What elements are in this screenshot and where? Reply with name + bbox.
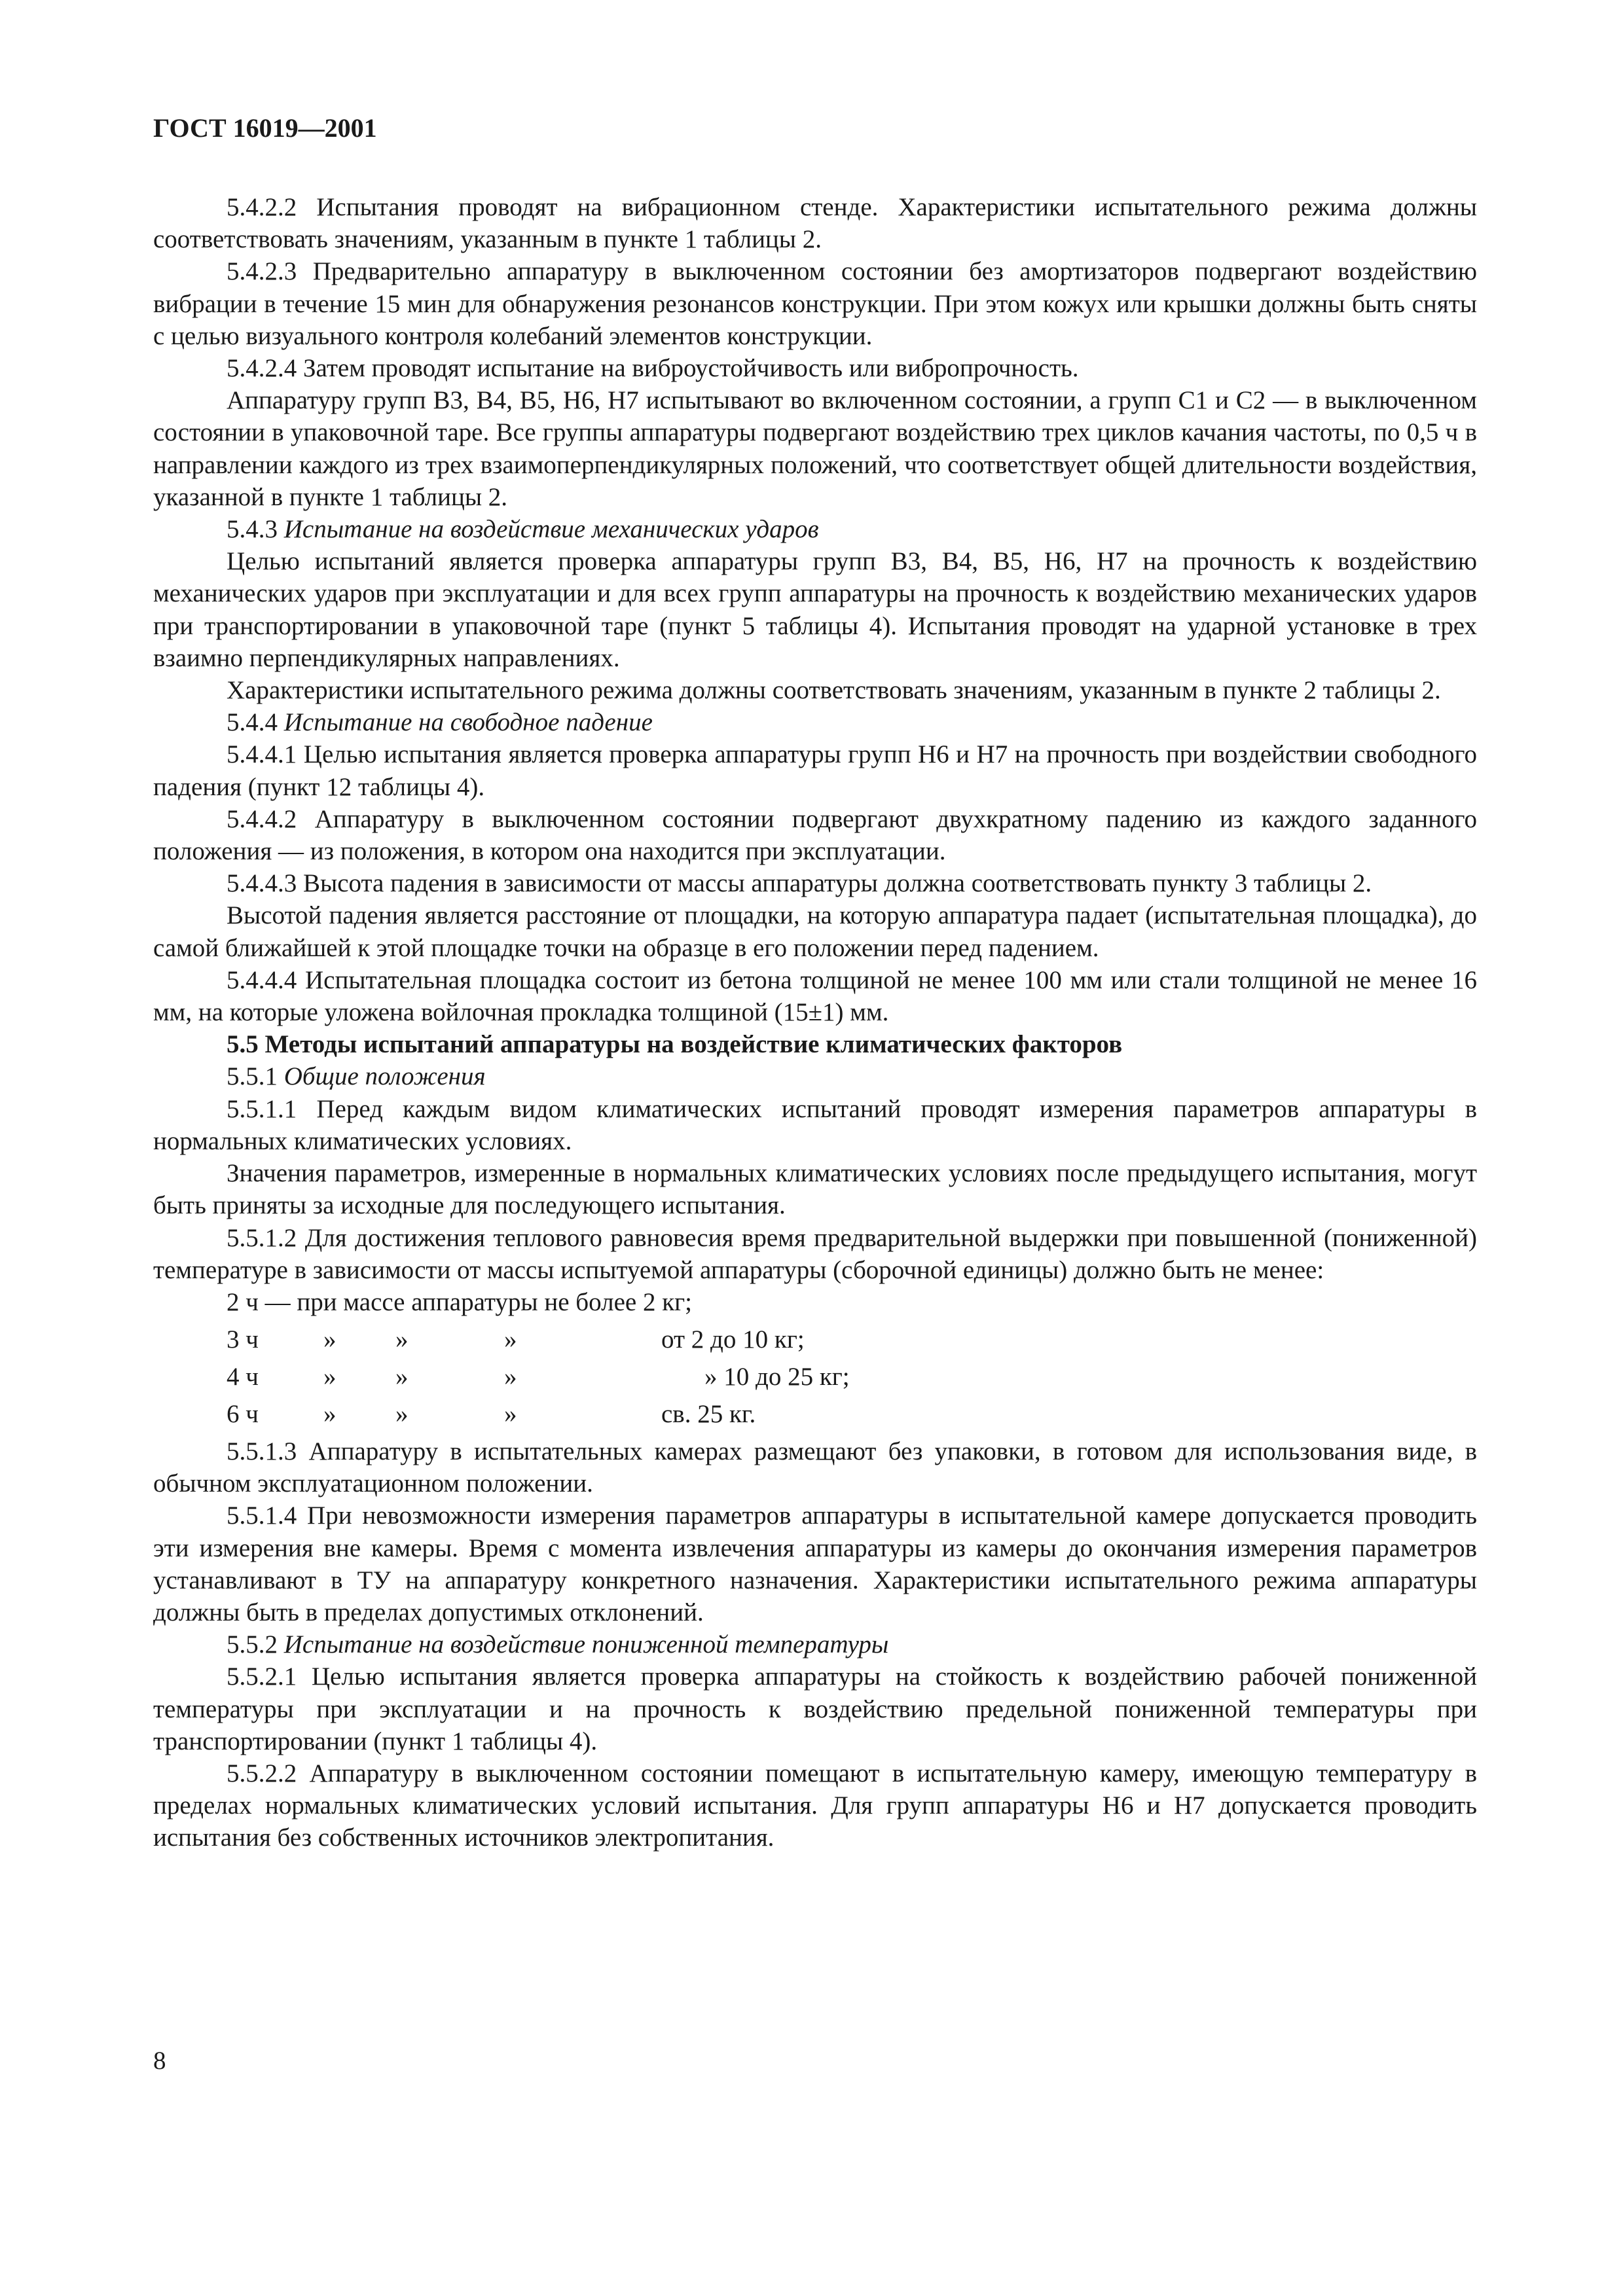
ditto-mark: »	[395, 1362, 409, 1391]
paragraph-5-5-1-4	[153, 1499, 1477, 1628]
paragraph-text: Аппаратуру в выключенном состоянии подвергают двухкратному падению из каждого заданного положения — из положения, в котором она находится при эксплуатации.	[153, 804, 1477, 866]
list-item	[153, 1361, 1477, 1398]
paragraph-text: Перед каждым видом климатических испытаний проводят измерения параметров аппаратуры в нормальных климатических условиях.	[153, 1094, 1478, 1155]
list-item	[153, 1286, 1477, 1323]
paragraph-5-4-2-3	[153, 255, 1477, 352]
ditto-mark: »	[323, 1325, 337, 1354]
paragraph-5-4-4-4	[153, 964, 1477, 1028]
ditto-mark: »	[504, 1362, 517, 1391]
paragraph-5-5-2-1	[153, 1660, 1477, 1757]
paragraph-text: Целью испытания является проверка аппаратуры на стойкость к воздействию рабочей пониженной температуры при эксплуатации и на прочность к воздействию предельной пониженной температуры при транспортировании (пункт 1 таблицы 4).	[153, 1662, 1477, 1755]
paragraph-shock-mode	[153, 674, 1477, 706]
clause-number: 5.4.2.4	[227, 354, 297, 383]
clause-number: 5.4.4.4	[227, 965, 297, 994]
clause-number: 5.5.1.2	[227, 1223, 297, 1252]
paragraph-text: Для достижения теплового равновесия время предварительной выдержки при повышенной (пониженной) температуре в зависимости от массы испытуемой аппаратуры (сборочной единицы) должно быть не менее:	[153, 1223, 1478, 1284]
clause-number: 5.5.1.3	[227, 1437, 297, 1465]
clause-number: 5.5.2.2	[227, 1759, 297, 1787]
paragraph-5-5-1-3	[153, 1435, 1477, 1499]
clause-5-4-3-title	[153, 513, 1477, 545]
clause-number: 5.4.4.1	[227, 740, 297, 769]
list-range: св. 25 кг.	[661, 1399, 756, 1428]
ditto-mark: »	[504, 1399, 517, 1428]
clause-title: Общие положения	[283, 1062, 486, 1091]
clause-number: 5.5.1	[227, 1062, 278, 1091]
paragraph-5-4-4-2	[153, 803, 1477, 867]
clause-number: 5.4.2.3	[227, 257, 297, 286]
paragraph-text: Испытания проводят на вибрационном стенде. Характеристики испытательного режима должны соответствовать значениям, указанным в пункте 1 таблицы 2.	[153, 193, 1478, 254]
paragraph-text: При невозможности измерения параметров аппаратуры в испытательной камере допускается проводить эти измерения вне камеры. Время с момента извлечения аппаратуры из камеры до окончания измерения параметров устанавливают в ТУ на аппаратуру конкретного назначения. Характеристики испытательного режима аппаратуры должны быть в пределах допустимых отклонений.	[153, 1501, 1477, 1626]
paragraph-5-4-2-2	[153, 191, 1477, 255]
paragraph-shock-purpose	[153, 545, 1477, 674]
clause-number: 5.5.1.4	[227, 1501, 297, 1530]
ditto-mark: »	[323, 1362, 337, 1391]
paragraph-text: Испытательная площадка состоит из бетона толщиной не менее 100 мм или стали толщиной не менее 16 мм, на которые уложена войлочная прокладка толщиной (15±1) мм.	[153, 965, 1477, 1027]
ditto-mark: »	[323, 1399, 337, 1428]
clause-number: 5.4.4.3	[227, 869, 297, 898]
paragraph-text: Аппаратуру групп В3, В4, В5, Н6, Н7 испытывают во включенном состоянии, а групп С1 и С2 — в выключенном состоянии в упаковочной таре. Все группы аппаратуры подвергают воздействию трех циклов качания частоты, по 0,5 ч в направлении каждого из трех взаимоперпендикулярных положений, что соответствует общей длительности воздействия, указанной в пункте 1 таблицы 2.	[153, 386, 1477, 511]
clause-number: 5.5.1.1	[227, 1094, 297, 1123]
ditto-mark: »	[395, 1399, 409, 1428]
list-range: » 10 до 25 кг;	[704, 1362, 850, 1391]
paragraph-5-4-2-4	[153, 352, 1477, 384]
clause-number: 5.4.4.2	[227, 804, 297, 833]
paragraph-text: Затем проводят испытание на виброустойчивость или вибропрочность.	[303, 354, 1079, 383]
document-header: ГОСТ 16019—2001	[153, 113, 377, 143]
list-time: 6 ч	[227, 1399, 259, 1428]
list-item	[153, 1398, 1477, 1435]
section-heading-5-5: 5.5 Методы испытаний аппаратуры на воздействие климатических факторов	[227, 1030, 1123, 1059]
paragraph-5-5-1-2	[153, 1222, 1477, 1286]
paragraph-text: Целью испытания является проверка аппаратуры групп Н6 и Н7 на прочность при воздействии свободного падения (пункт 12 таблицы 4).	[153, 740, 1478, 801]
page-number: 8	[153, 2047, 166, 2075]
document-body	[153, 191, 1477, 1854]
paragraph-text: Целью испытаний является проверка аппаратуры групп В3, В4, В5, Н6, Н7 на прочность к воздействию механических ударов при эксплуатации и для всех групп аппаратуры на прочность к воздействию механических ударов при транспортировании в упаковочной таре (пункт 5 таблицы 4). Испытания проводят на ударной установке в трех взаимно перпендикулярных направлениях.	[153, 547, 1477, 672]
paragraph-5-5-2-2	[153, 1757, 1477, 1854]
paragraph-drop-height	[153, 899, 1477, 963]
list-time: 4 ч	[227, 1362, 259, 1391]
paragraph-text: Аппаратуру в испытательных камерах размещают без упаковки, в готовом для использования виде, в обычном эксплуатационном положении.	[153, 1437, 1478, 1498]
paragraph-5-5-1-1	[153, 1093, 1477, 1157]
paragraph-groups-vibration	[153, 384, 1477, 513]
paragraph-text: Высотой падения является расстояние от площадки, на которую аппаратура падает (испытательная площадка), до самой ближайшей к этой площадке точки на образце в его положении перед падением.	[153, 901, 1477, 962]
paragraph-5-4-4-1	[153, 738, 1477, 802]
paragraph-param-values	[153, 1157, 1477, 1221]
list-time: 3 ч	[227, 1325, 259, 1354]
clause-number: 5.4.2.2	[227, 193, 297, 221]
clause-5-5-2-title	[153, 1628, 1477, 1660]
paragraph-text: Предварительно аппаратуру в выключенном состоянии без амортизаторов подвергают воздействию вибрации в течение 15 мин для обнаружения резонансов конструкции. При этом кожух или крышки должны быть сняты с целью визуального контроля колебаний элементов конструкции.	[153, 257, 1477, 350]
clause-title: Испытание на свободное падение	[283, 708, 653, 737]
clause-title: Испытание на воздействие пониженной температуры	[283, 1630, 889, 1659]
paragraph-text: Значения параметров, измеренные в нормальных климатических условиях после предыдущего испытания, могут быть приняты за исходные для последующего испытания.	[153, 1159, 1477, 1220]
ditto-mark: »	[395, 1325, 409, 1354]
clause-number: 5.4.3	[227, 515, 278, 544]
ditto-mark: »	[504, 1325, 517, 1354]
clause-5-4-4-title	[153, 706, 1477, 738]
clause-number: 5.5.2	[227, 1630, 278, 1659]
paragraph-text: Характеристики испытательного режима должны соответствовать значениям, указанным в пункте 2 таблицы 2.	[227, 676, 1441, 705]
paragraph-5-4-4-3	[153, 867, 1477, 899]
list-range: от 2 до 10 кг;	[661, 1325, 805, 1354]
clause-number: 5.4.4	[227, 708, 278, 737]
clause-5-5-1-title	[153, 1060, 1477, 1092]
clause-title: Испытание на воздействие механических ударов	[283, 515, 819, 544]
paragraph-text: Высота падения в зависимости от массы аппаратуры должна соответствовать пункту 3 таблицы 2.	[303, 869, 1372, 898]
mass-list	[153, 1286, 1477, 1435]
paragraph-text: Аппаратуру в выключенном состоянии помещают в испытательную камеру, имеющую температуру в пределах нормальных климатических условий испытания. Для групп аппаратуры Н6 и Н7 допускается проводить испытания без собственных источников электропитания.	[153, 1759, 1478, 1852]
list-time: 2 ч — при массе аппаратуры не более 2 кг;	[227, 1287, 692, 1316]
list-item	[153, 1323, 1477, 1361]
clause-number: 5.5.2.1	[227, 1662, 297, 1691]
